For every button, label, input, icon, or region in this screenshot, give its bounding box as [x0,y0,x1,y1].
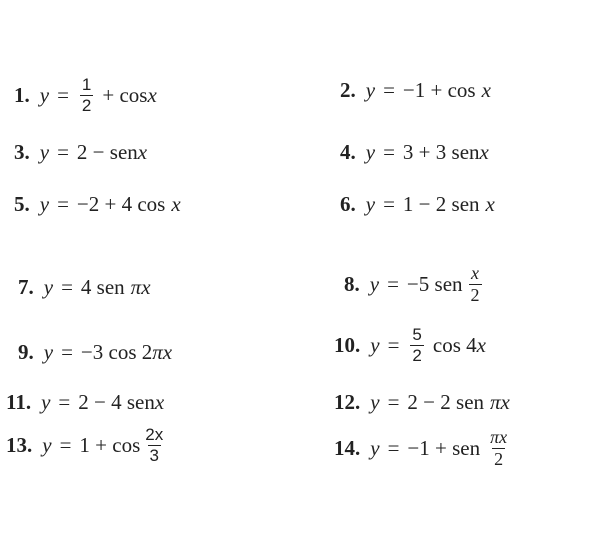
expression: 3 + 3 sen [402,140,480,164]
fraction-numerator: 2x [145,425,164,444]
variable-y: y [42,433,52,458]
exercise-3 [14,142,147,163]
expression: −2 + 4 cos [76,192,166,216]
variable-y: y [365,140,376,164]
equals-sign: = [387,333,400,358]
expression: + cos [102,83,148,108]
variable-y: y [43,275,54,299]
exercise-9 [18,342,172,363]
exercise-12 [334,392,510,413]
equals-sign: = [57,192,69,216]
exercise-7 [18,277,151,298]
expression-variable: x [485,192,495,216]
exercise-number: 12. [334,390,361,414]
exercise-number: 4. [340,140,356,164]
expression-variable: x [479,140,489,164]
equals-sign: = [58,390,71,414]
expression-variable: x [481,78,491,102]
exercise-1 [14,76,157,115]
expression-variable: πx [152,340,173,364]
exercise-number: 11. [6,390,32,414]
fraction [80,76,93,115]
variable-y: y [369,272,380,297]
equals-sign: = [61,275,73,299]
fraction-numerator: x [471,263,480,283]
exercise-number: 3. [14,140,30,164]
expression: 1 + cos [79,433,141,458]
variable-y: y [43,340,54,364]
exercise-11 [6,392,164,413]
equals-sign: = [387,272,399,297]
equals-sign: = [383,78,395,102]
exercise-number: 6. [340,192,356,216]
variable-y: y [41,390,51,414]
variable-y: y [370,390,380,414]
exercise-10 [334,326,486,365]
fraction-denominator: 2 [412,345,422,365]
expression: 1 − 2 sen [402,192,480,216]
equals-sign: = [59,433,72,458]
exercise-number: 7. [18,275,34,299]
fraction [488,428,509,470]
expression: 2 − sen [76,140,138,164]
expression-variable: πx [490,390,510,414]
expression-variable: x [147,83,157,108]
expression: 4 sen [80,275,125,299]
exercise-number: 13. [6,433,33,458]
fraction-denominator: 2 [470,284,480,305]
equals-sign: = [61,340,73,364]
fraction-denominator: 2 [81,95,92,115]
exercise-2 [340,80,491,101]
exercise-13 [6,426,168,465]
variable-y: y [39,83,50,108]
fraction-denominator: 3 [149,445,159,465]
variable-y: y [365,192,376,216]
expression: −5 sen [406,272,463,297]
equals-sign: = [387,390,400,414]
exercise-number: 1. [14,83,30,108]
expression-variable: x [171,192,181,216]
exercise-number: 14. [334,436,361,461]
expression: 2 − 2 sen [407,390,485,414]
fraction [143,426,165,465]
variable-y: y [370,333,380,358]
expression: 2 − 4 sen [78,390,155,414]
exercise-number: 5. [14,192,30,216]
expression-variable: x [137,140,148,164]
fraction-numerator: 5 [412,325,422,344]
exercise-number: 2. [340,78,356,102]
expression-variable: x [154,390,165,414]
exercise-4 [340,142,489,163]
expression-variable: πx [130,275,151,299]
fraction-numerator: 1 [81,75,92,94]
variable-y: y [39,140,50,164]
fraction-denominator: 2 [494,448,504,469]
exercise-number: 9. [18,340,34,364]
exercise-6 [340,194,495,215]
expression-variable: x [476,333,486,358]
fraction [469,264,482,306]
variable-y: y [39,192,50,216]
expression: −1 + cos [402,78,476,102]
expression: cos 4 [432,333,477,358]
exercise-8 [344,264,485,306]
variable-y: y [365,78,376,102]
fraction [410,326,423,365]
exercise-number: 10. [334,333,361,358]
equals-sign: = [383,192,395,216]
exercise-14 [334,428,512,470]
equals-sign: = [57,83,69,108]
fraction-numerator: πx [490,427,508,447]
expression: −3 cos 2 [80,340,153,364]
variable-y: y [370,436,380,461]
exercise-5 [14,194,181,215]
expression: −1 + sen [407,436,481,461]
equals-sign: = [387,436,400,461]
equals-sign: = [383,140,395,164]
equals-sign: = [57,140,69,164]
exercise-number: 8. [344,272,360,297]
